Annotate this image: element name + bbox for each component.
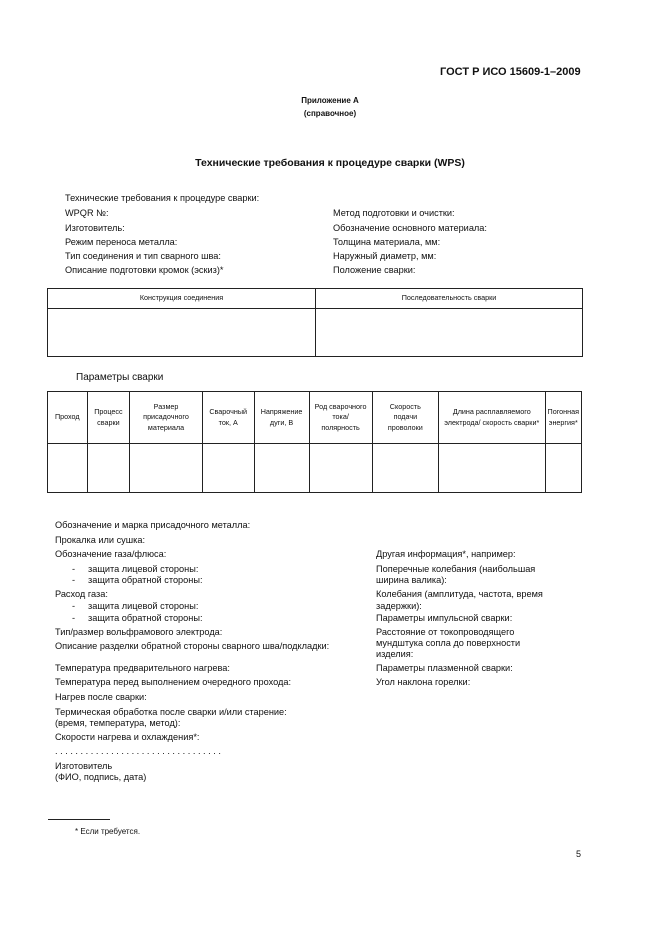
page-number: 5 (576, 849, 582, 859)
weld-sequence-cell (316, 309, 583, 357)
field-weave-2: ширина валика): (376, 575, 447, 585)
params-cell (545, 444, 581, 493)
standard-number: ГОСТ Р ИСО 15609-1–2009 (440, 66, 581, 78)
header-heat-input: Погонная энергия* (545, 392, 581, 444)
field-edge-prep: Описание подготовки кромок (эскиз)* (65, 265, 224, 275)
params-cell (309, 444, 372, 493)
field-pulse: Параметры импульсной сварки: (376, 613, 513, 623)
field-distance-2: мундштука сопла до поверхности (376, 638, 521, 648)
header-pass: Проход (48, 392, 88, 444)
field-distance-3: изделия: (376, 649, 414, 659)
field-filler-metal: Обозначение и марка присадочного металла: (55, 520, 251, 530)
field-drying: Прокалка или сушка: (55, 535, 146, 545)
manufacturer-signature: (ФИО, подпись, дата) (55, 772, 147, 782)
appendix-note: (справочное) (303, 109, 357, 118)
params-title: Параметры сварки (76, 372, 164, 383)
joint-design-header: Конструкция соединения (48, 289, 316, 309)
header-filler-size: Размер присадочного материала (130, 392, 203, 444)
field-wpqr: WPQR №: (65, 208, 109, 218)
page-title: Технические требования к процедуре сварки (WPS) (195, 157, 465, 169)
field-gas-flow: Расход газа: (55, 589, 108, 599)
field-manufacturer: Изготовитель: (65, 223, 125, 233)
footnote-divider (48, 819, 110, 820)
footnote: * Если требуется. (75, 827, 141, 836)
joint-design-cell (48, 309, 316, 357)
field-preheat: Температура предварительного нагрева: (55, 663, 230, 673)
header-electrode-length: Длина расплавляемого электрода/ скорость сварки* (439, 392, 546, 444)
field-cleaning: Метод подготовки и очистки: (333, 208, 455, 218)
field-plasma: Параметры плазменной сварки: (376, 663, 513, 673)
field-face-gas: - защита лицевой стороны: (72, 564, 199, 574)
field-backing: Описание разделки обратной стороны сварного шва/подкладки: (55, 641, 330, 651)
header-current: Сварочный ток, А (202, 392, 254, 444)
params-cell (130, 444, 203, 493)
params-cell (202, 444, 254, 493)
params-cell (48, 444, 88, 493)
field-back-flow: - защита обратной стороны: (72, 613, 203, 623)
field-torch-angle: Угол наклона горелки: (376, 677, 471, 687)
appendix-title: Приложение А (301, 96, 359, 105)
params-cell (439, 444, 546, 493)
field-interpass: Температура перед выполнением очередного прохода: (55, 677, 291, 687)
field-pwht-detail: (время, температура, метод): (55, 718, 181, 728)
field-thickness: Толщина материала, мм: (333, 237, 441, 247)
field-back-gas: - защита обратной стороны: (72, 575, 203, 585)
manufacturer-label: Изготовитель (55, 761, 113, 771)
field-oscillation: Колебания (амплитуда, частота, время (376, 589, 543, 599)
field-diameter: Наружный диаметр, мм: (333, 251, 437, 261)
field-distance: Расстояние от токопроводящего (376, 627, 515, 637)
params-cell (254, 444, 309, 493)
field-transfer-mode: Режим переноса металла: (65, 237, 178, 247)
field-base-material: Обозначение основного материала: (333, 223, 487, 233)
dotted-line: . . . . . . . . . . . . . . . . . . . . . . . . . . . . . . . . . (55, 746, 221, 756)
field-gas-flux: Обозначение газа/флюса: (55, 549, 167, 559)
params-cell (372, 444, 438, 493)
field-position: Положение сварки: (333, 265, 416, 275)
field-postheat: Нагрев после сварки: (55, 692, 147, 702)
field-wps: Технические требования к процедуре сварки: (65, 193, 260, 203)
params-table (47, 391, 582, 493)
field-other-info: Другая информация*, например: (376, 549, 516, 559)
field-weave: Поперечные колебания (наибольшая (376, 564, 536, 574)
weld-sequence-header: Последовательность сварки (316, 289, 583, 309)
header-current-type: Род сварочного тока/ полярность (309, 392, 372, 444)
field-oscillation-2: задержки): (376, 601, 422, 611)
field-pwht: Термическая обработка после сварки и/или старение: (55, 707, 287, 717)
field-joint-type: Тип соединения и тип сварного шва: (65, 251, 221, 261)
header-process: Процесс сварки (87, 392, 130, 444)
header-wire-feed: Скорость подачи проволоки (372, 392, 438, 444)
field-rates: Скорости нагрева и охлаждения*: (55, 732, 200, 742)
field-tungsten: Тип/размер вольфрамового электрода: (55, 627, 223, 637)
field-face-flow: - защита лицевой стороны: (72, 601, 199, 611)
params-cell (87, 444, 130, 493)
joint-table (47, 288, 583, 357)
header-voltage: Напряжение дуги, В (254, 392, 309, 444)
